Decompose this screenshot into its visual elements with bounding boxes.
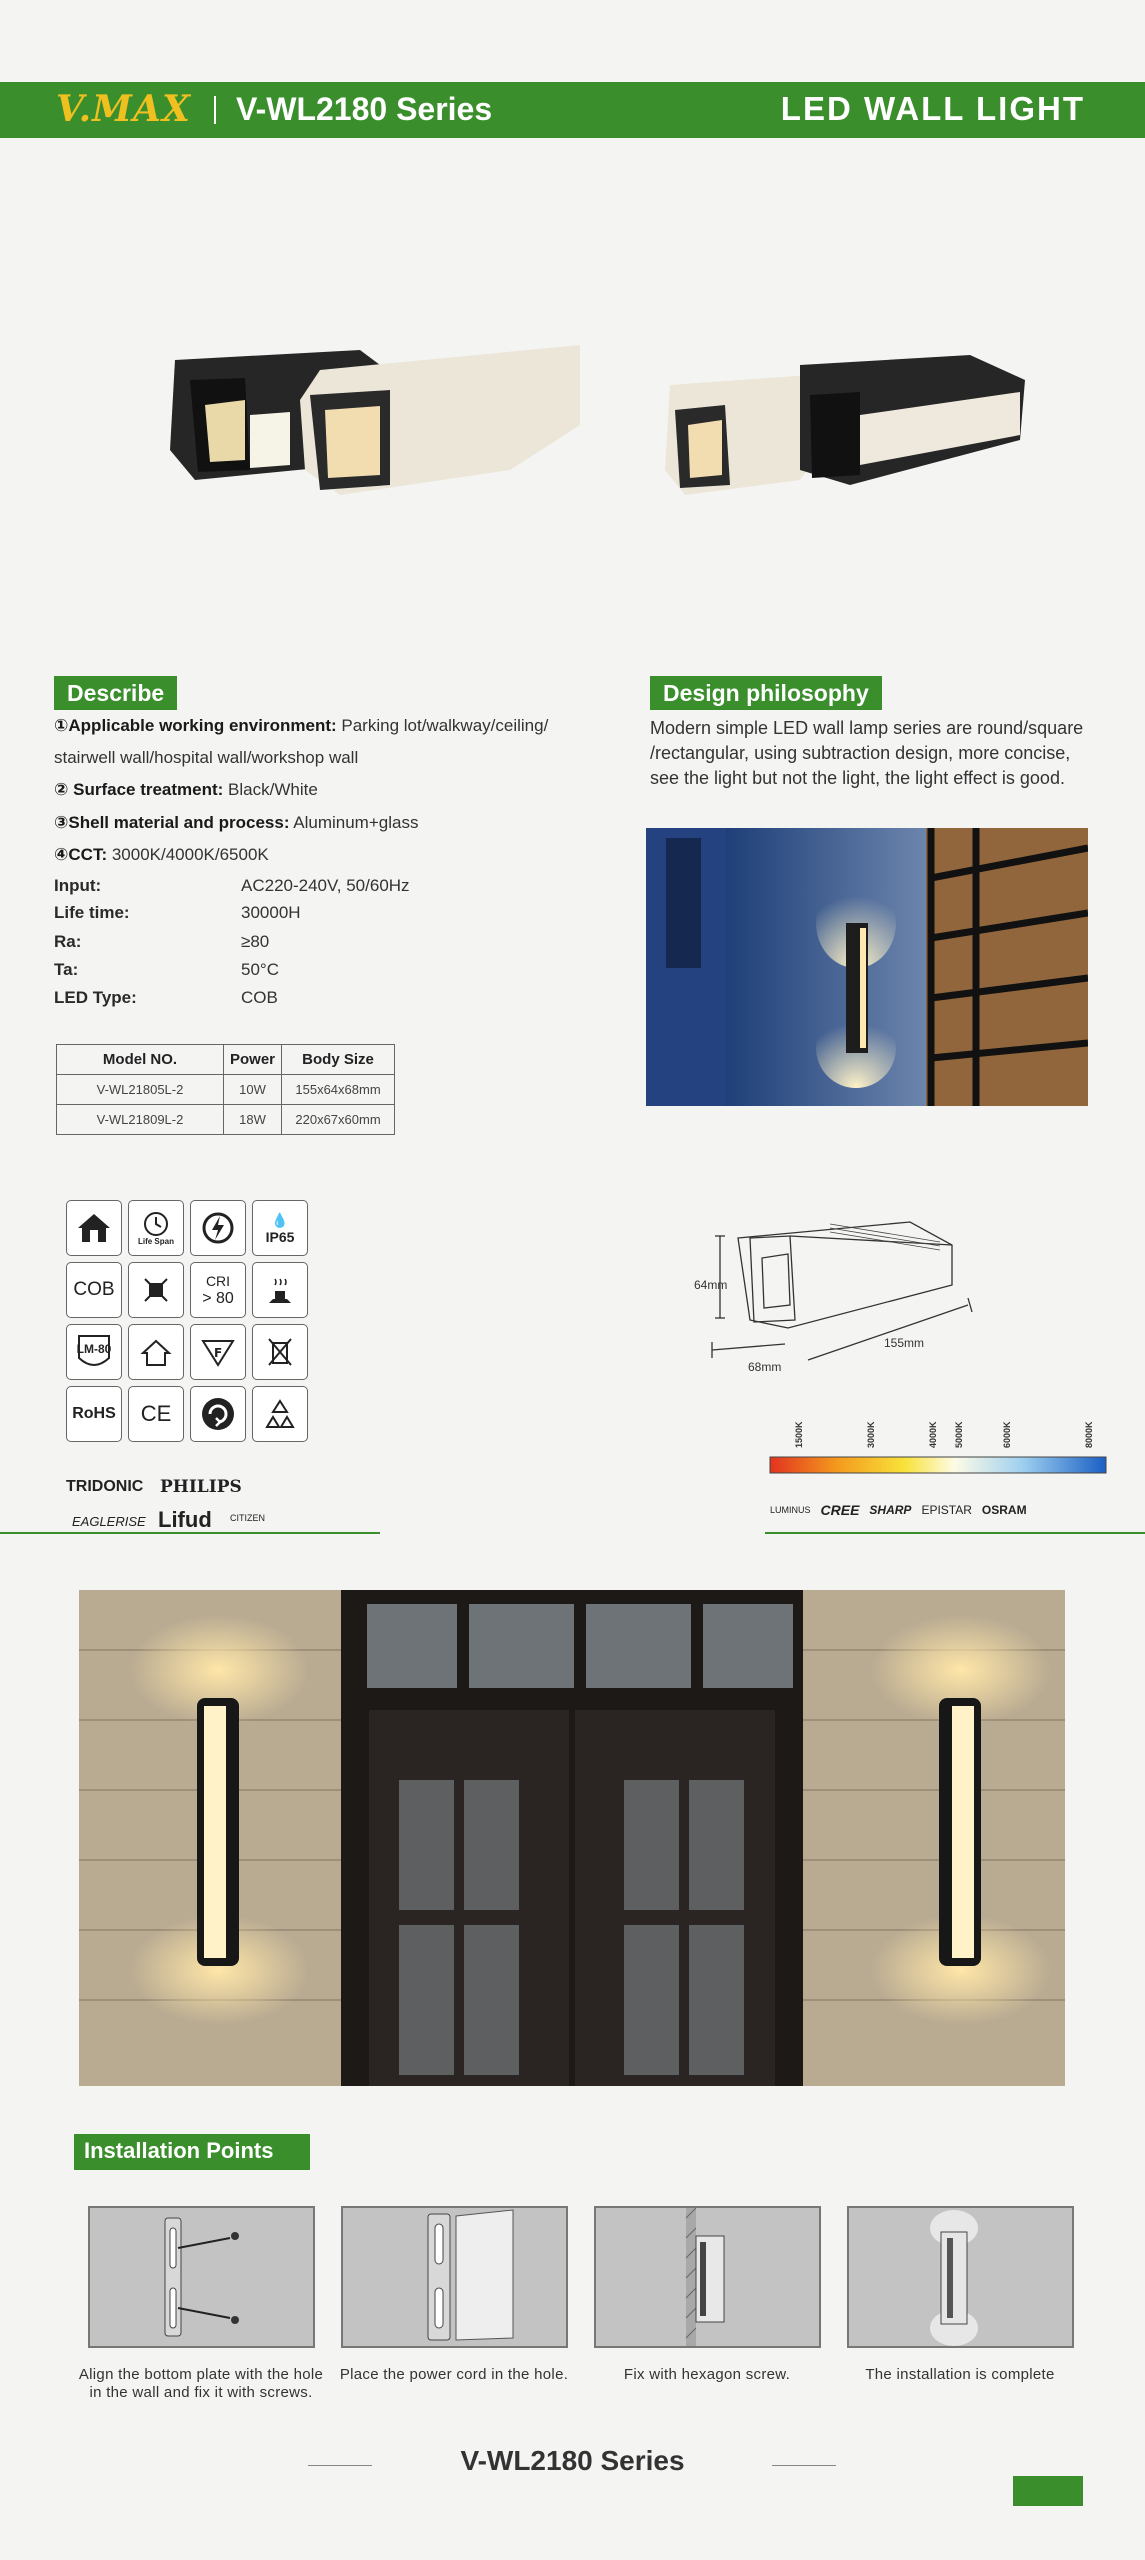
ip65-label: IP65 xyxy=(265,1228,295,1245)
dim-length: 155mm xyxy=(884,1336,925,1350)
facade-photo xyxy=(79,1590,1065,2086)
brand-osram: OSRAM xyxy=(981,1503,1027,1517)
spec-input: Input: AC220-240V, 50/60Hz xyxy=(54,876,410,895)
spec-ra: Ra: ≥80 xyxy=(54,932,270,951)
lm80-label: LM-80 xyxy=(76,1342,112,1356)
cct-line: ④CCT: 3000K/4000K/6500K xyxy=(54,845,269,864)
brand-eaglerise: EAGLERISE xyxy=(72,1514,146,1529)
design-text xyxy=(650,716,1100,791)
brand-philips: PHILIPS xyxy=(160,1477,242,1497)
weee-bin-icon xyxy=(252,1324,308,1380)
right-divider xyxy=(765,1532,1145,1534)
table-cell: 220x67x60mm xyxy=(282,1105,395,1135)
table-cell: 18W xyxy=(224,1105,282,1135)
brand-luminus: LUMINUS xyxy=(770,1505,811,1515)
spec-lifetime: Life time: 30000H xyxy=(54,903,301,922)
dim-height: 64mm xyxy=(694,1278,728,1292)
spec-ta: Ta: 50°C xyxy=(54,960,279,979)
footer-rule-right xyxy=(772,2465,836,2466)
design-line: /rectangular, using subtraction design, more concise, xyxy=(650,743,1071,763)
table-row xyxy=(57,1105,395,1135)
table-header: Body Size xyxy=(282,1045,395,1075)
house-icon xyxy=(128,1324,184,1380)
ce-icon xyxy=(128,1386,184,1442)
lm80-icon xyxy=(66,1324,122,1380)
ip65-icon: 💧 IP65 xyxy=(252,1200,308,1256)
install-step-3-image xyxy=(594,2206,821,2348)
installation-tag: Installation Points xyxy=(74,2134,310,2170)
series-title: V-WL2180 Series xyxy=(236,91,493,127)
product-tagline: LED WALL LIGHT xyxy=(780,90,1085,127)
install-step-4-caption: The installation is complete xyxy=(865,2366,1055,2383)
dim-width: 68mm xyxy=(748,1360,782,1374)
table-header: Model NO. xyxy=(57,1045,224,1075)
rohs-icon xyxy=(66,1386,122,1442)
table-cell: V-WL21809L-2 xyxy=(57,1105,224,1135)
table-cell: V-WL21805L-2 xyxy=(57,1075,224,1105)
f-mark-icon xyxy=(190,1324,246,1380)
hero-product-image xyxy=(150,320,1050,520)
chip-icon xyxy=(128,1262,184,1318)
spec-led-type: LED Type: COB xyxy=(54,988,278,1007)
life-span-icon xyxy=(128,1200,184,1256)
model-table xyxy=(56,1044,395,1135)
cct-tick: 6000K xyxy=(1002,1421,1012,1448)
cct-tick: 8000K xyxy=(1084,1421,1094,1448)
brand-cree: CREE xyxy=(820,1502,860,1518)
env-line-2: stairwell wall/hospital wall/workshop wall xyxy=(54,748,359,767)
cri-label: CRI xyxy=(205,1273,231,1289)
install-step-3-caption: Fix with hexagon screw. xyxy=(623,2366,791,2383)
brand-lifud: Lifud xyxy=(158,1507,212,1532)
brand-epistar: EPISTAR xyxy=(921,1503,972,1517)
cct-scale xyxy=(770,1418,1108,1458)
install-step-2-image xyxy=(341,2206,568,2348)
footer-accent-block xyxy=(1013,2476,1083,2506)
cct-tick: 5000K xyxy=(954,1421,964,1448)
left-divider xyxy=(0,1532,380,1534)
install-step-1-caption: Align the bottom plate with the hole in the wall and fix it with screws. xyxy=(78,2366,324,2401)
cct-tick: 4000K xyxy=(928,1421,938,1448)
design-photo xyxy=(646,828,1088,1106)
describe-tag: Describe xyxy=(54,676,177,710)
cri-value: > 80 xyxy=(202,1290,234,1307)
energy-saving-icon xyxy=(190,1200,246,1256)
install-step-1-image xyxy=(88,2206,315,2348)
header-divider xyxy=(214,96,216,124)
design-tag: Design philosophy xyxy=(650,676,882,710)
cob-label: COB xyxy=(73,1279,115,1300)
footer-series-title: V-WL2180 Series xyxy=(460,2445,685,2476)
table-cell: 10W xyxy=(224,1075,282,1105)
surface-line: ② Surface treatment: Black/White xyxy=(54,780,318,799)
table-header: Power xyxy=(224,1045,282,1075)
table-row xyxy=(57,1075,395,1105)
cct-tick: 1500K xyxy=(794,1421,804,1448)
certification-icons xyxy=(66,1200,326,1450)
svg-text:F: F xyxy=(214,1346,223,1360)
header-bar xyxy=(0,82,1145,138)
shell-line: ③Shell material and process: Aluminum+glass xyxy=(54,813,419,832)
design-line: Modern simple LED wall lamp series are round/square xyxy=(650,718,1084,738)
brand-sharp: SHARP xyxy=(869,1503,912,1517)
table-header-row xyxy=(57,1045,395,1075)
env-line: ①Applicable working environment: Parking lot/walkway/ceiling/ xyxy=(54,716,549,735)
cri-icon xyxy=(190,1262,246,1318)
eco-cycle-icon xyxy=(190,1386,246,1442)
indoor-outdoor-icon xyxy=(66,1200,122,1256)
cct-tick: 3000K xyxy=(866,1421,876,1448)
right-brands xyxy=(770,1502,1110,1518)
heat-dissipation-icon xyxy=(252,1262,308,1318)
design-line: see the light but not the light, the light effect is good. xyxy=(650,768,1065,788)
brand-citizen: CITIZEN xyxy=(230,1513,265,1523)
brand-tridonic: TRIDONIC xyxy=(66,1478,144,1495)
recycle-icon xyxy=(252,1386,308,1442)
install-step-4-image xyxy=(847,2206,1074,2348)
install-step-2-caption: Place the power cord in the hole. xyxy=(339,2366,569,2383)
life-span-label: Life Span xyxy=(137,1236,174,1246)
dimension-diagram xyxy=(690,1210,980,1380)
brand-logo: V.MAX xyxy=(56,88,191,130)
cob-icon xyxy=(66,1262,122,1318)
cct-gradient-bar xyxy=(768,1454,1108,1476)
table-cell: 155x64x68mm xyxy=(282,1075,395,1105)
black-lamp-right xyxy=(800,355,1025,485)
ce-label: CE xyxy=(140,1401,172,1426)
rohs-label: RoHS xyxy=(72,1405,116,1422)
